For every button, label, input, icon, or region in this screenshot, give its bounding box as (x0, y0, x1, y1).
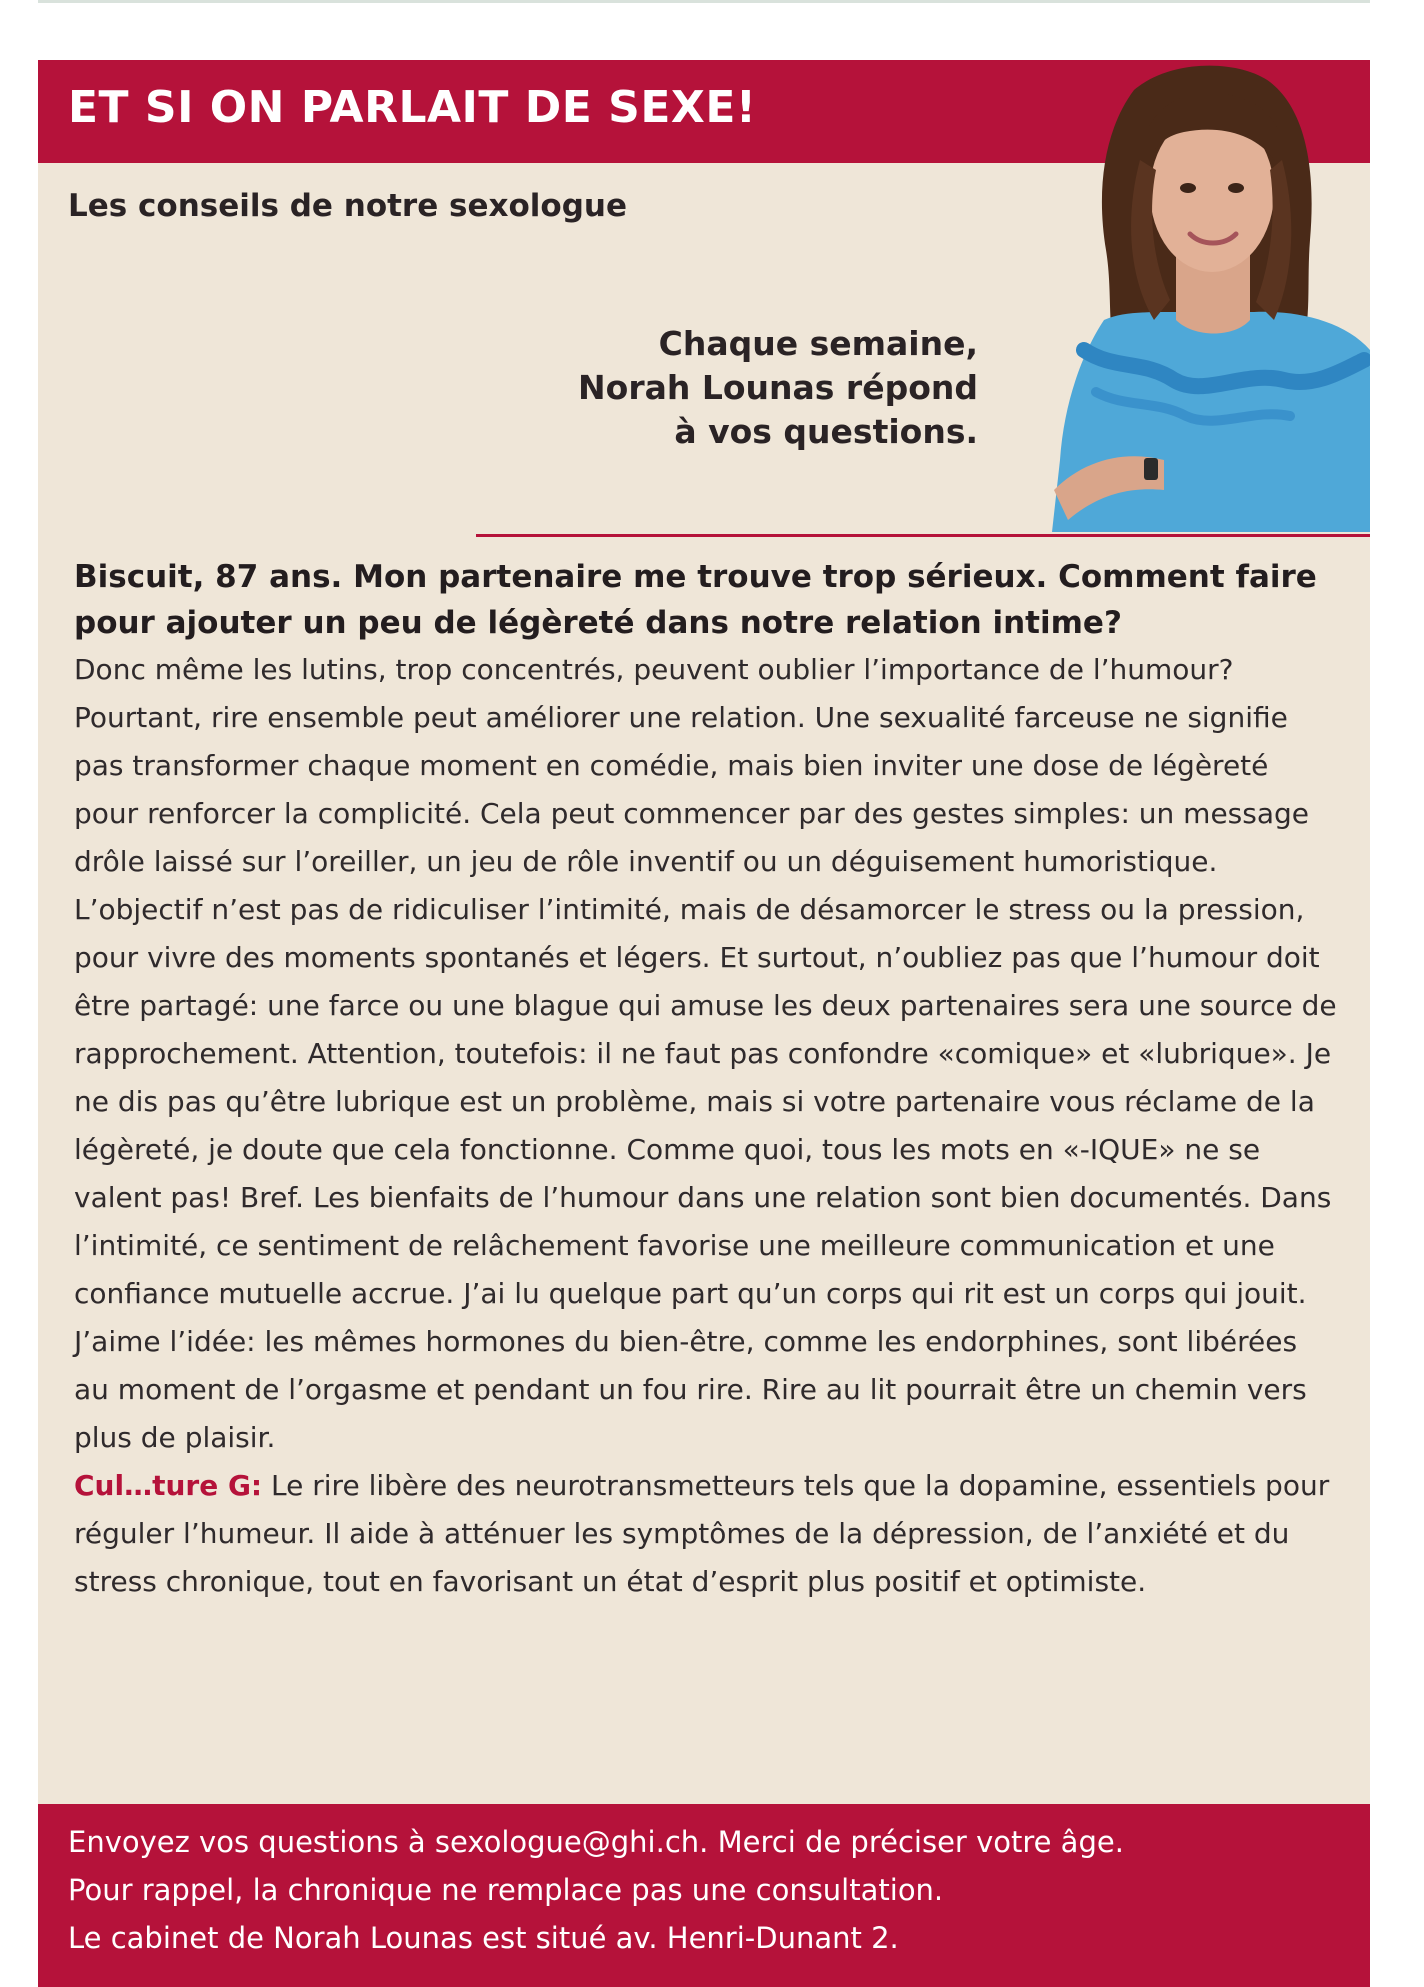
column-title: ET SI ON PARLAIT DE SEXE! (68, 82, 757, 133)
culture-g-aside (74, 1462, 1340, 1606)
reader-question: Biscuit, 87 ans. Mon partenaire me trouve trop sérieux. Comment faire pour ajouter un peu de légèreté dans notre relation intime? (74, 559, 1317, 641)
column-card (38, 60, 1370, 1987)
sexologist-answer: Donc même les lutins, trop concentrés, peuvent oublier l’importance de l’humour? Pourtant, rire ensemble peut améliorer une relation. Une sexualité farceuse ne signifie pas transformer chaque moment en comédie, mais bien inviter une dose de légèreté pour renforcer la complicité. Cela peut commencer par des gestes simples: un message drôle laissé sur l’oreiller, un jeu de rôle inventif ou un déguisement humoristique. L’objectif n’est pas de ridiculiser l’intimité, mais de désamorcer le stress ou la pression, pour vivre des moments spontanés et légers. Et surtout, n’oubliez pas que l’humour doit être partagé: une farce ou une blague qui amuse les deux partenaires sera une source de rapprochement. Attention, toutefois: il ne faut pas confondre «comique» et «lubrique». Je ne dis pas qu’être lubrique est un problème, mais si votre partenaire vous réclame de la légèreté, je doute que cela fonctionne. Comme quoi, tous les mots en «-IQUE» ne se valent pas! Bref. Les bienfaits de l’humour dans une relation sont bien documentés. Dans l’intimité, ce sentiment de relâchement favorise une meilleure communication et une confiance mutuelle accrue. J’ai lu quelque part qu’un corps qui rit est un corps qui jouit. J’aime l’idée: les mêmes hormones du bien-être, comme les endorphines, sont libérées au moment de l’orgasme et pendant un fou rire. Rire au lit pourrait être un chemin vers plus de plaisir. (74, 653, 1337, 1454)
intro-text (518, 322, 978, 454)
footer-line-2: Pour rappel, la chronique ne remplace pas une consultation. (68, 1873, 944, 1907)
aside-lead: Cul…ture G: (74, 1469, 263, 1502)
intro-line-1: Chaque semaine, (658, 324, 978, 363)
top-divider (38, 0, 1370, 3)
person-portrait-icon (1044, 20, 1370, 532)
aside-text: Le rire libère des neurotransmetteurs tels que la dopamine, essentiels pour réguler l’humeur. Il aide à atténuer les symptômes de la dépression, de l’anxiété et du stress chronique, tout en favorisant un état d’esprit plus positif et optimiste. (74, 1469, 1330, 1598)
column-subtitle: Les conseils de notre sexologue (68, 188, 628, 224)
article-body (74, 554, 1340, 1606)
footer-text (68, 1818, 1358, 1962)
footer-band (38, 1804, 1370, 1987)
footer-line-3: Le cabinet de Norah Lounas est situé av. Henri-Dunant 2. (68, 1921, 899, 1955)
section-divider (476, 534, 1370, 537)
intro-line-2: Norah Lounas répond (578, 368, 978, 407)
intro-line-3: à vos questions. (674, 412, 978, 451)
footer-line-1: Envoyez vos questions à sexologue@ghi.ch. Merci de préciser votre âge. (68, 1825, 1124, 1859)
